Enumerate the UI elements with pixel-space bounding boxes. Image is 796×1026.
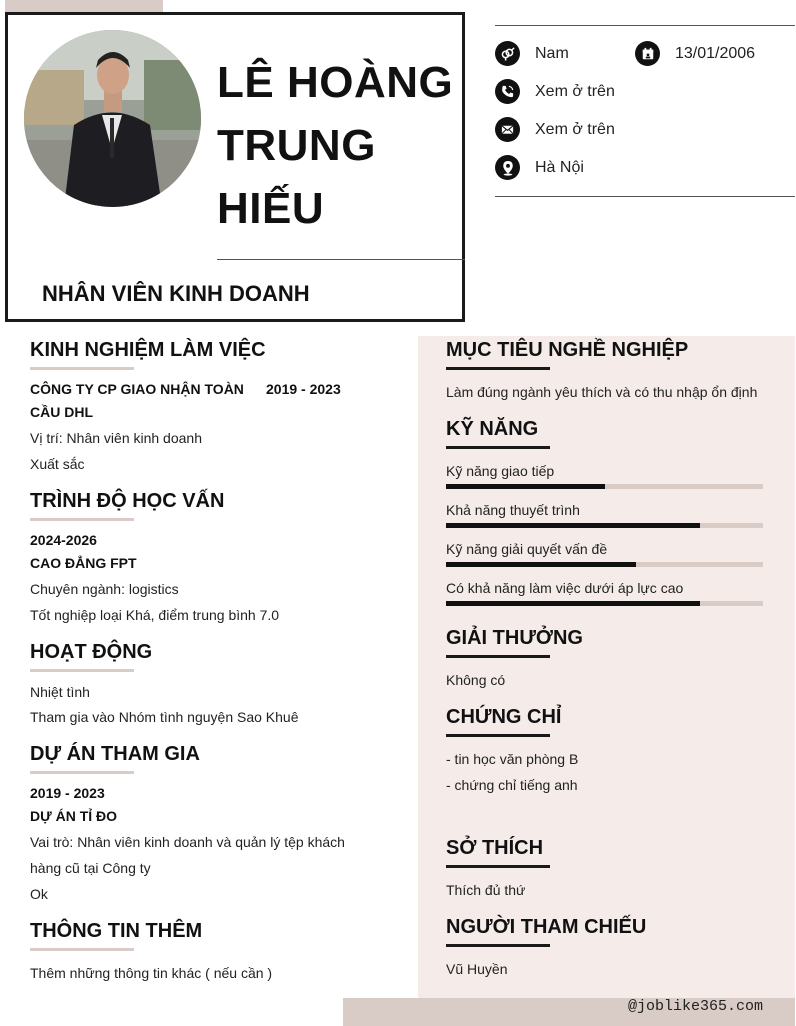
section-underline [446,865,550,868]
education-period: 2024-2026 [30,532,97,548]
project-period: 2019 - 2023 [30,785,105,801]
section-underline [446,944,550,947]
education-result: Tốt nghiệp loại Khá, điểm trung bình 7.0 [30,607,280,623]
experience-position: Vị trí: Nhân viên kinh doanh [30,430,202,446]
section-underline [30,518,134,521]
name-divider [217,259,465,260]
skill-bar-fill [446,484,605,489]
skill-label: Khả năng thuyết trình [446,502,580,518]
calendar-icon [635,41,660,66]
education-school: CAO ĐẲNG FPT [30,555,137,571]
section-title-certificates: CHỨNG CHỈ [446,706,562,728]
experience-period: 2019 - 2023 [266,381,341,397]
extra-text: Thêm những thông tin khác ( nếu cần ) [30,965,273,981]
phone-value: Xem ở trên [535,83,615,100]
birthdate-value: 13/01/2006 [675,45,756,62]
certificate-item: - chứng chỉ tiếng anh [446,777,578,793]
candidate-name-line-1: LÊ HOÀNG [217,58,454,107]
skill-bar-track [446,484,763,489]
address-value: Hà Nội [535,159,584,176]
section-title-objective: MỤC TIÊU NGHỀ NGHIỆP [446,339,689,361]
references-text: Vũ Huyền [446,961,508,977]
avatar-photo [24,30,201,207]
section-underline [30,669,134,672]
email-value: Xem ở trên [535,121,615,138]
section-underline [446,446,550,449]
activity-item: Tham gia vào Nhóm tình nguyện Sao Khuê [30,709,299,725]
candidate-name-line-2: TRUNG [217,121,376,170]
hobbies-text: Thích đủ thứ [446,882,526,898]
project-role-cont: hàng cũ tại Công ty [30,860,151,876]
watermark: @joblike365.com [628,998,764,1015]
candidate-name-line-3: HIẾU [217,184,325,233]
skill-label: Có khả năng làm việc dưới áp lực cao [446,580,684,596]
section-title-experience: KINH NGHIỆM LÀM VIỆC [30,339,266,361]
section-title-activities: HOẠT ĐỘNG [30,641,153,663]
experience-company: CÔNG TY CP GIAO NHẬN TOÀN [30,381,244,397]
avatar [24,30,201,207]
objective-text: Làm đúng ngành yêu thích và có thu nhập ổn định [446,384,758,400]
location-pin-icon [495,155,520,180]
section-underline [30,948,134,951]
email-icon [495,117,520,142]
section-title-projects: DỰ ÁN THAM GIA [30,743,200,765]
activity-item: Nhiệt tình [30,684,90,700]
section-title-extra: THÔNG TIN THÊM [30,920,203,942]
skill-bar-track [446,523,763,528]
experience-note: Xuất sắc [30,456,85,472]
section-title-education: TRÌNH ĐỘ HỌC VẤN [30,490,225,512]
section-title-references: NGƯỜI THAM CHIẾU [446,916,647,938]
experience-company-cont: CẦU DHL [30,404,93,420]
skill-bar-track [446,601,763,606]
skill-label: Kỹ năng giải quyết vấn đề [446,541,608,557]
section-underline [30,367,134,370]
section-underline [446,655,550,658]
skill-label: Kỹ năng giao tiếp [446,463,555,479]
gender-icon [495,41,520,66]
project-role: Vai trò: Nhân viên kinh doanh và quản lý tệp khách [30,834,345,850]
project-name: DỰ ÁN TỈ ĐO [30,808,118,824]
certificate-item: - tin học văn phòng B [446,751,579,767]
section-underline [30,771,134,774]
skill-bar-track [446,562,763,567]
contact-bottom-divider [495,196,795,197]
section-underline [446,734,550,737]
gender-value: Nam [535,45,569,62]
section-title-skills: KỸ NĂNG [446,418,539,440]
skill-bar-fill [446,601,700,606]
phone-icon [495,79,520,104]
skill-bar-fill [446,562,636,567]
contact-top-divider [495,25,795,26]
section-title-hobbies: SỞ THÍCH [446,837,544,859]
section-underline [446,367,550,370]
project-note: Ok [30,886,48,902]
skill-bar-fill [446,523,700,528]
section-title-awards: GIẢI THƯỞNG [446,627,583,649]
awards-text: Không có [446,672,506,688]
education-major: Chuyên ngành: logistics [30,581,179,597]
job-title: NHÂN VIÊN KINH DOANH [42,281,310,306]
